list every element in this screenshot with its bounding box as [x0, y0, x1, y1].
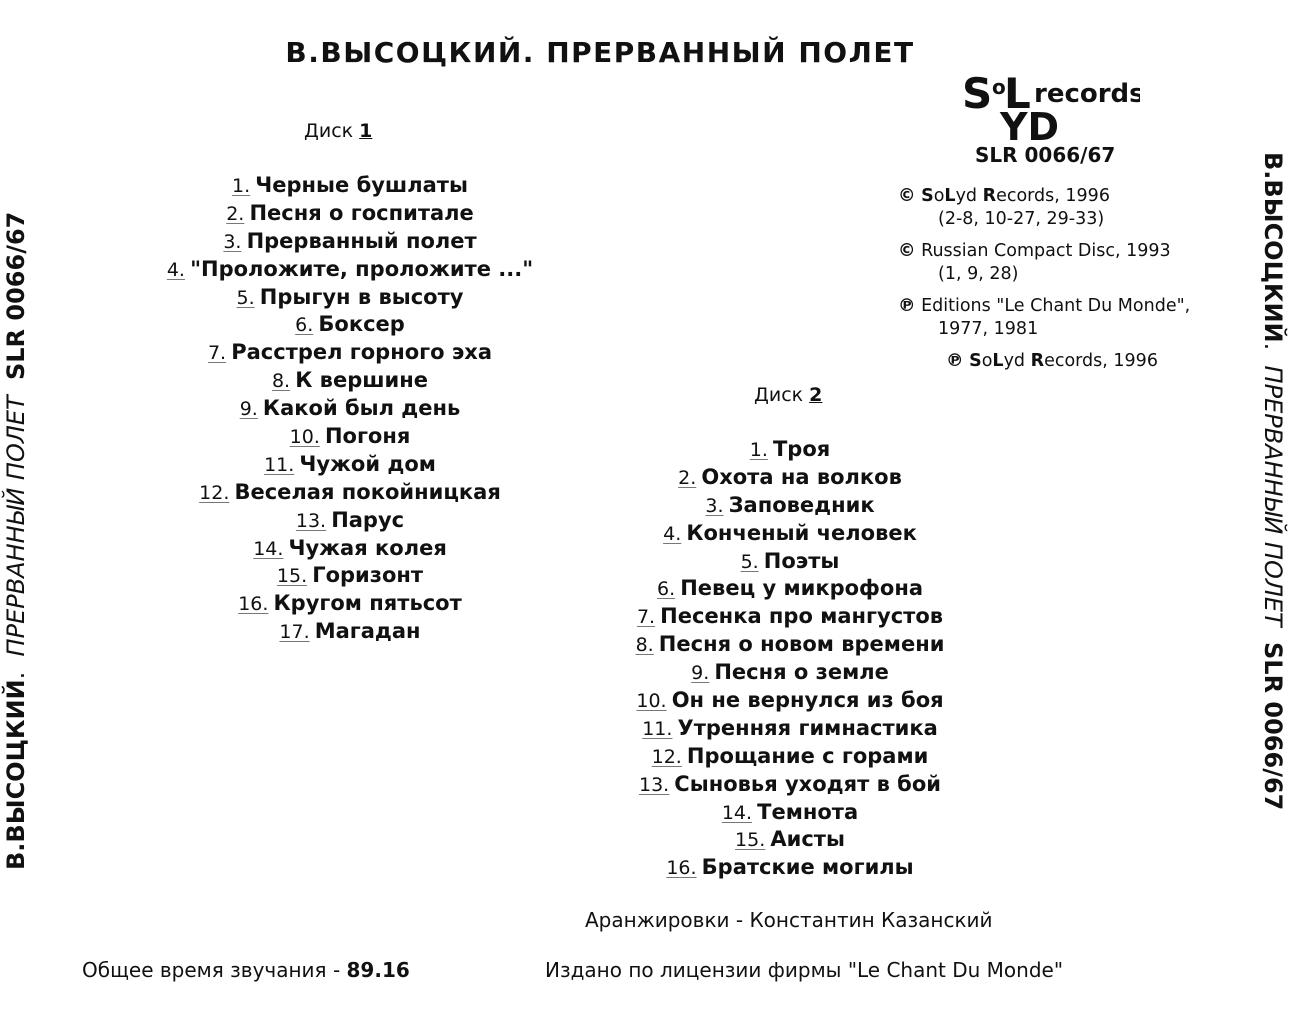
logo-l-mark: L — [1004, 69, 1031, 118]
track-number: 4. — [166, 258, 185, 281]
track-item — [560, 854, 1020, 882]
phonogram-symbol: ℗ — [898, 296, 916, 316]
track-title: Прерванный полет — [246, 228, 477, 253]
track-title: Погоня — [324, 424, 411, 449]
track-title: Певец у микрофона — [680, 576, 923, 601]
track-title: Веселая покойницкая — [234, 479, 501, 504]
track-item — [120, 367, 580, 395]
track-number: 17. — [279, 621, 310, 644]
track-item — [560, 826, 1020, 854]
track-title: Песня о госпитале — [249, 200, 474, 225]
disc2-label-text: Диск — [754, 384, 804, 406]
total-time — [82, 958, 410, 982]
track-item — [560, 520, 1020, 548]
license-note: Издано по лицензии фирмы "Le Chant Du Monde" — [545, 958, 1064, 982]
track-item — [120, 172, 580, 200]
copyright-symbol: © — [898, 186, 916, 206]
copyright-tracks: (1, 9, 28) — [938, 264, 1019, 284]
spine-catalog: SLR 0066/67 — [2, 211, 30, 381]
track-number: 14. — [253, 537, 284, 560]
track-title: "Проложите, проложите ..." — [190, 256, 534, 281]
disc2-track-list — [560, 436, 1020, 882]
track-item — [120, 618, 580, 646]
track-item — [560, 464, 1020, 492]
track-title: Черные бушлаты — [255, 173, 468, 197]
track-title: Чужая колея — [288, 535, 447, 560]
brand-yd: yd — [955, 186, 983, 206]
spine-catalog-right: SLR 0066/67 — [1259, 641, 1287, 811]
track-item — [120, 395, 580, 423]
brand-r: R — [1030, 351, 1045, 371]
copyright-1 — [898, 185, 1218, 231]
brand-yd: yd — [1003, 351, 1031, 371]
brand-s: S — [921, 186, 934, 206]
brand-o: o — [981, 351, 993, 371]
track-number: 10. — [289, 426, 320, 449]
track-item — [560, 631, 1020, 659]
brand-l: L — [992, 351, 1004, 371]
brand-o: o — [933, 186, 945, 206]
track-number: 12. — [651, 745, 682, 768]
track-item — [560, 687, 1020, 715]
track-title: Прощание с горами — [686, 743, 929, 768]
phonogram-symbol: ℗ — [946, 351, 964, 371]
track-item — [120, 451, 580, 479]
spine-artist: В.ВЫСОЦКИЙ — [2, 679, 30, 870]
track-number: 2. — [226, 202, 245, 225]
brand-l: L — [944, 186, 956, 206]
track-item — [560, 548, 1020, 576]
track-title: Аисты — [770, 827, 845, 852]
track-number: 8. — [271, 370, 291, 393]
track-title: Троя — [772, 437, 831, 461]
copyright-text: Russian Compact Disc, 1993 — [921, 241, 1171, 261]
track-item — [120, 423, 580, 451]
track-number: 2. — [678, 466, 697, 489]
copyright-symbol: © — [898, 241, 916, 261]
track-item — [560, 715, 1020, 743]
track-number: 12. — [199, 481, 230, 504]
track-number: 8. — [635, 634, 654, 657]
track-title: Песенка про мангустов — [660, 604, 944, 629]
track-number: 5. — [236, 286, 255, 309]
track-title: Парус — [331, 507, 405, 532]
spine-album: ПРЕРВАННЫЙ ПОЛЕТ — [2, 395, 30, 657]
track-item — [120, 256, 580, 284]
logo-s-mark: S — [962, 69, 993, 118]
total-time-value: 89.16 — [346, 958, 410, 982]
total-time-label: Общее время звучания - — [82, 958, 347, 982]
left-spine — [0, 0, 40, 1024]
track-number: 1. — [749, 439, 768, 461]
track-item — [560, 743, 1020, 771]
copyright-text: Editions "Le Chant Du Monde", — [921, 296, 1191, 316]
logo-o-mark: o — [992, 75, 1006, 99]
disc1-track-list — [120, 172, 580, 646]
track-number: 1. — [232, 175, 251, 197]
disc1-label-text: Диск — [304, 120, 354, 142]
track-number: 13. — [295, 509, 327, 532]
track-item — [120, 311, 580, 339]
track-title: Заповедник — [728, 492, 875, 517]
disc2-number: 2 — [809, 384, 823, 406]
track-title: Горизонт — [312, 563, 424, 588]
disc1-number: 1 — [359, 120, 373, 142]
track-number: 6. — [295, 314, 314, 337]
arrangements-credit: Аранжировки - Константин Казанский — [585, 908, 993, 932]
track-number: 15. — [276, 565, 308, 588]
track-number: 10. — [636, 690, 667, 713]
track-title: Какой был день — [262, 396, 461, 421]
brand-s: S — [969, 351, 982, 371]
copyright-3 — [898, 295, 1218, 341]
track-title: Магадан — [314, 619, 421, 644]
copyright-years: 1977, 1981 — [938, 319, 1039, 339]
brand-r: R — [982, 186, 997, 206]
track-number: 14. — [721, 801, 753, 824]
track-title: Песня о новом времени — [658, 632, 945, 657]
track-title: Песня о земле — [714, 660, 889, 685]
track-item — [120, 535, 580, 563]
disc2-label — [754, 384, 822, 406]
track-title: Боксер — [318, 312, 405, 337]
track-title: Охота на волков — [701, 464, 902, 489]
track-title: К вершине — [295, 368, 429, 393]
copyright-tracks: (2-8, 10-27, 29-33) — [938, 209, 1105, 229]
track-number: 11. — [264, 453, 295, 476]
track-title: Поэты — [763, 548, 840, 573]
track-number: 9. — [691, 662, 710, 685]
track-item — [120, 200, 580, 228]
track-item — [560, 799, 1020, 827]
track-title: Темнота — [757, 799, 859, 824]
track-number: 4. — [663, 522, 682, 545]
page-title: В.ВЫСОЦКИЙ. ПРЕРВАННЫЙ ПОЛЕТ — [285, 36, 915, 69]
solyd-records-logo — [960, 68, 1140, 148]
spine-separator: . — [2, 671, 30, 680]
track-item — [120, 479, 580, 507]
logo-records-text: records — [1034, 79, 1140, 109]
track-number: 6. — [657, 578, 676, 601]
track-item — [560, 575, 1020, 603]
copyright-text: ecords, 1996 — [1044, 351, 1158, 371]
track-title: Братские могилы — [701, 855, 914, 880]
track-item — [120, 339, 580, 367]
copyright-4 — [898, 350, 1218, 373]
track-number: 16. — [666, 857, 697, 880]
copyright-text: ecords, 1996 — [996, 186, 1110, 206]
catalog-number: SLR 0066/67 — [975, 143, 1116, 167]
track-title: Кругом пятьсот — [273, 591, 462, 616]
logo-yd-mark: YD — [1000, 105, 1060, 148]
track-item — [560, 492, 1020, 520]
track-title: Он не вернулся из боя — [671, 688, 944, 713]
track-item — [560, 603, 1020, 631]
track-number: 3. — [705, 494, 724, 517]
track-title: Прыгун в высоту — [259, 284, 464, 309]
track-title: Конченый человек — [686, 520, 917, 545]
track-number: 15. — [735, 829, 766, 852]
copyright-2 — [898, 240, 1218, 286]
track-number: 5. — [740, 550, 759, 573]
track-number: 7. — [207, 342, 227, 365]
track-number: 13. — [638, 773, 670, 796]
track-number: 16. — [238, 593, 269, 616]
spine-album-right: ПРЕРВАННЫЙ ПОЛЕТ — [1259, 365, 1287, 627]
track-number: 3. — [223, 230, 242, 253]
track-number: 9. — [239, 398, 258, 421]
track-item — [120, 562, 580, 590]
track-item — [560, 771, 1020, 799]
track-title: Утренняя гимнастика — [677, 715, 938, 740]
track-item — [120, 228, 580, 256]
right-spine — [1250, 0, 1291, 1024]
track-number: 11. — [642, 717, 673, 740]
track-title: Расстрел горного эха — [231, 340, 493, 365]
track-item — [560, 659, 1020, 687]
track-item — [120, 507, 580, 535]
track-item — [120, 590, 580, 618]
disc1-label — [304, 120, 372, 142]
track-item — [560, 436, 1020, 464]
copyright-block — [898, 185, 1218, 382]
solyd-logo-icon — [960, 68, 1140, 148]
track-title: Сыновья уходят в бой — [674, 771, 941, 796]
spine-artist-right: В.ВЫСОЦКИЙ — [1259, 152, 1287, 343]
track-title: Чужой дом — [299, 451, 436, 476]
track-item — [120, 284, 580, 312]
spine-separator-right: . — [1259, 342, 1287, 351]
track-number: 7. — [636, 606, 656, 629]
